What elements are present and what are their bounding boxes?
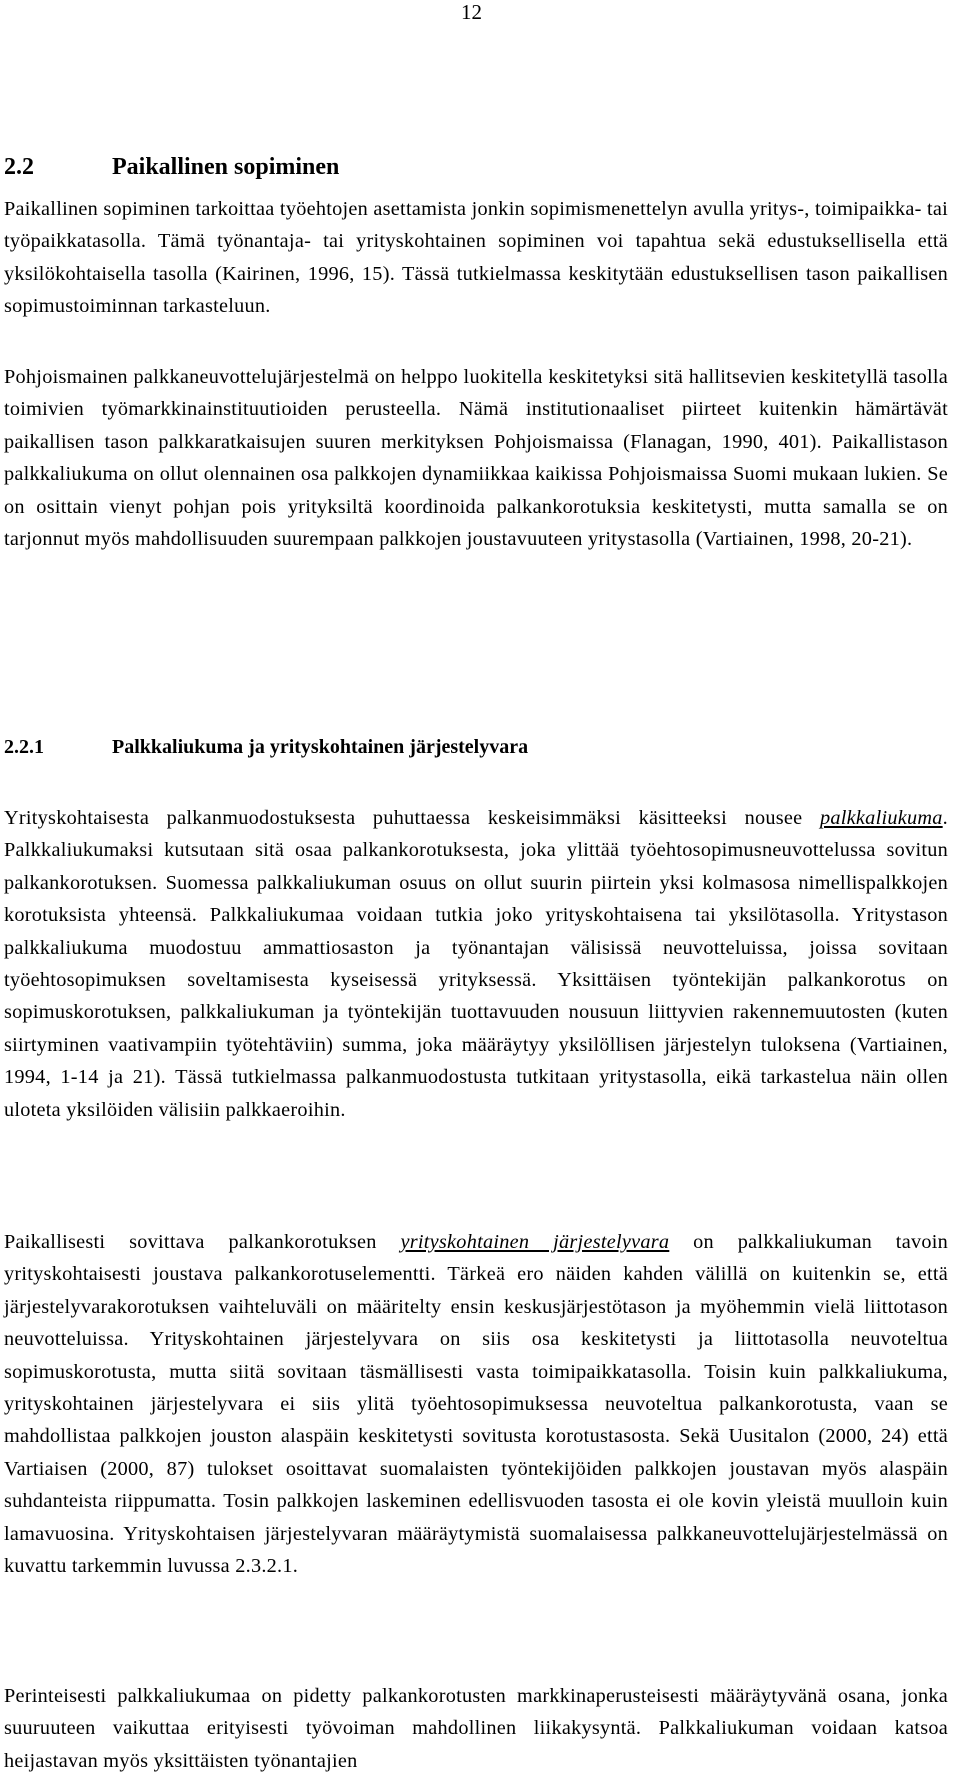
paragraph-text: Paikallisesti sovittava palkankorotuksen: [4, 1231, 401, 1253]
subsection-heading: [4, 734, 528, 760]
page-number: 12: [461, 0, 482, 24]
section-paragraph-1: Paikallinen sopiminen tarkoittaa työehtojen asettamista jonkin sopimismenettelyn avulla yritys-, toimipaikka- tai työpaikkatasolla. Tämä työnantaja- tai yrityskohtainen sopiminen voi tapahtua sekä edustuksellisella että yksilökohtaisella tasolla (Kairinen, 1996, 15). Tässä tutkielmassa keskitytään edustuksellisen tason paikallisen sopimustoiminnan tarkasteluun.: [4, 198, 948, 318]
section-paragraph-2: Pohjoismainen palkkaneuvottelujärjestelmä on helppo luokitella keskitetyksi sitä hallitsevien keskitetyllä tasolla toimivien työmarkkinainstituutioiden perusteella. Nämä institutionaaliset piirteet kuitenkin hämärtävät paikallisen tason palkkaratkaisujen suuren merkityksen Pohjoismaissa (Flanagan, 1990, 401). Paikallistason palkkaliukuma on ollut olennainen osa palkkojen dynamiikkaa kaikissa Pohjoismaissa Suomi mukaan lukien. Se on osittain vienyt pohjan pois yrityksiltä koordinoida palkankorotuksia keskitetysti, mutta samalla se on tarjonnut myös mahdollisuuden suurempaan palkkojen joustavuuteen yritystasolla (Vartiainen, 1998, 20-21).: [4, 366, 948, 551]
section-number: 2.2: [4, 154, 34, 180]
term-palkkaliukuma: palkkaliukuma: [820, 807, 943, 829]
subsection-paragraph-1: [4, 802, 948, 1126]
subsection-paragraph-3: Perinteisesti palkkaliukumaa on pidetty palkankorotusten markkinaperusteisesti määräytyvänä osana, jonka suuruuteen vaikuttaa erityisesti työvoiman mahdollinen liikakysyntä. Palkkaliukuman voidaan katsoa heijastavan myös yksittäisten työnantajien: [4, 1685, 948, 1772]
paragraph-text: . Palkkaliukumaksi kutsutaan sitä osaa palkankorotuksesta, joka ylittää työehtosopimusneuvottelussa sovitun palkankorotuksen. Suomessa palkkaliukuman osuus on ollut suurin piirtein yksi kolmasosa nimellispalkkojen korotuksista yhteensä. Palkkaliukumaa voidaan tutkia joko yrityskohtaisena tai yksilötasolla. Yritystason palkkaliukuma muodostuu ammattiosaston ja työnantajan välisissä neuvotteluissa, joissa sovitaan työehtosopimuksen soveltamisesta kyseisessä yrityksessä. Yksittäisen työntekijän palkankorotus on sopimuskorotuksen, palkkaliukuman ja työntekijän tuottavuuden nousuun liittyvien rakennemuutosten (kuten siirtyminen vaativampiin työtehtäviin) summa, joka määräytyy yksilöllisen järjestelyn tuloksena (Vartiainen, 1994, 1-14 ja 21). Tässä tutkielmassa palkanmuodostusta tutkitaan yritystasolla, eikä tarkastelua näin ollen uloteta yksilöiden välisiin palkkaeroihin.: [4, 807, 948, 1121]
paragraph-text: Yrityskohtaisesta palkanmuodostuksesta puhuttaessa keskeisimmäksi käsitteeksi nousee: [4, 807, 821, 829]
subsection-title: Palkkaliukuma ja yrityskohtainen järjestelyvara: [112, 736, 529, 758]
term-yrityskohtainen-jarjestelyvara: yrityskohtainen järjestelyvara: [400, 1231, 670, 1253]
subsection-number: 2.2.1: [4, 736, 44, 758]
section-heading: [4, 152, 339, 182]
subsection-paragraph-2: [4, 1226, 948, 1582]
section-title: Paikallinen sopiminen: [112, 154, 340, 180]
paragraph-text: on palkkaliukuman tavoin yrityskohtaisesti joustava palkankorotuselementti. Tärkeä ero näiden kahden välillä on kuitenkin se, että järjestelyvarakorotuksen vaihteluväli on määritelty ensin keskusjärjestötason ja myöhemmin vielä liittotason neuvotteluissa. Yrityskohtainen järjestelyvara on siis osa keskitetysti ja liittotasolla neuvoteltua sopimuskorotusta, mutta siitä sovitaan täsmällisesti vasta toimipaikkatasolla. Toisin kuin palkkaliukuma, yrityskohtainen järjestelyvara ei siis ylitä työehtosopimuksessa neuvoteltua palkankorotusta, vaan se mahdollistaa palkkojen jouston alaspäin keskitetysti sovitusta korotustasosta. Sekä Uusitalon (2000, 24) että Vartiaisen (2000, 87) tulokset osoittavat suomalaisten työntekijöiden palkkojen joustavan myös alaspäin suhdanteista riippumatta. Tosin palkkojen laskeminen edellisvuoden tasosta ei ole kovin yleistä muulloin kuin lamavuosina. Yrityskohtaisen järjestelyvaran määräytymistä suomalaisessa palkkaneuvottelujärjestelmässä on kuvattu tarkemmin luvussa 2.3.2.1.: [4, 1231, 949, 1578]
